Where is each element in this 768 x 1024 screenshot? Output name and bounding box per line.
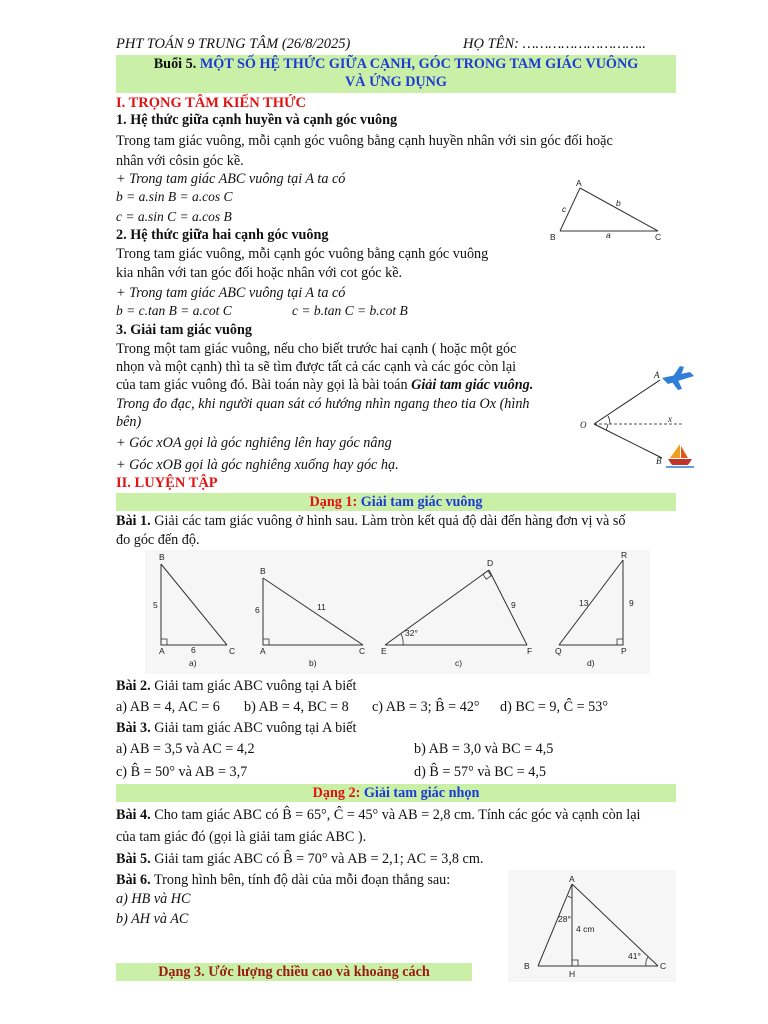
tri-c-E: E xyxy=(381,646,387,656)
bai3-opt-b: b) AB = 3,0 và BC = 4,5 xyxy=(414,741,554,757)
p3c-bold: Giải tam giác vuông. xyxy=(411,377,534,393)
bai6-label: Bài 6. xyxy=(116,872,151,888)
bai3-opt-d: d) B̂ = 57° và BC = 4,5 xyxy=(414,764,547,780)
bai4-line1 xyxy=(116,806,640,824)
tri-d-Q: Q xyxy=(555,646,562,656)
bai6-b: b) AH và AC xyxy=(116,911,189,927)
bai1-text: Giải các tam giác vuông ở hình sau. Làm tròn kết quả độ dài đến hàng đơn vị và số xyxy=(154,513,626,529)
bai5-label: Bài 5. xyxy=(116,851,151,867)
tri-d-hyp: 13 xyxy=(579,598,589,608)
obs-B: B xyxy=(656,456,662,466)
bai2-line xyxy=(116,677,356,695)
p3a: Trong một tam giác vuông, nếu cho biết trước hai cạnh ( hoặc một góc xyxy=(116,341,517,357)
p3b: nhọn và một cạnh) thì ta sẽ tìm được tất cả các cạnh và các góc còn lại xyxy=(116,359,517,375)
p3e: bên) xyxy=(116,414,142,430)
bai2-opt-d: d) BC = 9, Ĉ = 53° xyxy=(500,699,608,715)
h2-heading: 2. Hệ thức giữa hai cạnh góc vuông xyxy=(116,227,329,243)
dang3-title: Dạng 3. Ước lượng chiều cao và khoảng cách xyxy=(158,964,430,980)
fig-abc-A: A xyxy=(576,178,582,188)
tri-b-A: A xyxy=(260,646,266,656)
tri-b-B: B xyxy=(260,566,266,576)
dang1-label: Dạng 1: xyxy=(309,494,358,510)
lesson-title-line2: VÀ ỨNG DỤNG xyxy=(345,74,447,90)
tri-a-cap: a) xyxy=(189,658,197,668)
bai1-line2: đo góc đến độ. xyxy=(116,532,200,548)
tri-d-cap: d) xyxy=(587,658,595,668)
dang2-label: Dạng 2: xyxy=(312,785,361,801)
bai6-H: H xyxy=(569,969,576,979)
p1a: Trong tam giác vuông, mỗi cạnh góc vuông bằng cạnh huyền nhân với sin góc đối hoặc xyxy=(116,133,613,149)
bai5-line xyxy=(116,850,483,868)
lesson-title-line1: MỘT SỐ HỆ THỨC GIỮA CẠNH, GÓC TRONG TAM GIÁC VUÔNG xyxy=(199,56,639,72)
bai4-text: Cho tam giác ABC có B̂ = 65°, Ĉ = 45° và AB = 2,8 cm. Tính các góc và cạnh còn lại xyxy=(154,807,641,823)
dang2-title: Giải tam giác nhọn xyxy=(363,785,480,801)
tri-b-hyp: 11 xyxy=(317,602,326,612)
p3g: + Góc xOB gọi là góc nghiêng xuống hay góc hạ. xyxy=(116,457,399,473)
bai3-opt-c: c) B̂ = 50° và AB = 3,7 xyxy=(116,764,248,780)
tri-a-side: 5 xyxy=(153,600,158,610)
fig-abc-c: c xyxy=(562,204,567,214)
header-right: HỌ TÊN: ……………………….. xyxy=(463,36,646,52)
p3c-text: của tam giác vuông đó. Bài toán này gọi là bài toán xyxy=(116,377,412,393)
bai6-C: C xyxy=(660,961,667,971)
header-left: PHT TOÁN 9 TRUNG TÂM (26/8/2025) xyxy=(116,36,351,52)
tri-b-C: C xyxy=(359,646,366,656)
bai2-label: Bài 2. xyxy=(116,678,151,694)
p3f: + Góc xOA gọi là góc nghiêng lên hay góc nâng xyxy=(116,435,392,451)
bai6-text: Trong hình bên, tính độ dài của mỗi đoạn thẳng sau: xyxy=(153,872,451,888)
bai5-text: Giải tam giác ABC có B̂ = 70° và AB = 2,1; AC = 3,8 cm. xyxy=(154,851,484,867)
bai6-angC: 41° xyxy=(628,951,641,961)
bai2-opt-c: c) AB = 3; B̂ = 42° xyxy=(372,699,480,715)
p1b: nhân với côsin góc kề. xyxy=(116,153,244,169)
bai1-line1 xyxy=(116,512,625,530)
obs-O: O xyxy=(580,420,587,430)
tri-d-R: R xyxy=(621,550,628,560)
tri-a-B: B xyxy=(159,552,165,562)
p3d: Trong đo đạc, khi người quan sát có hướng nhìn ngang theo tia Ox (hình xyxy=(116,396,530,412)
dang3-band xyxy=(116,963,472,981)
bai6-figure xyxy=(508,870,676,982)
section1-heading: I. TRỌNG TÂM KIẾN THỨC xyxy=(116,95,307,111)
bai1-label: Bài 1. xyxy=(116,513,151,529)
tri-d-P: P xyxy=(621,646,627,656)
lesson-number: Buổi 5. xyxy=(153,56,197,72)
bai2-opt-a: a) AB = 4, AC = 6 xyxy=(116,699,220,715)
bai6-A: A xyxy=(569,874,575,884)
tri-c-side: 9 xyxy=(511,600,516,610)
bai1-triangles-figure xyxy=(145,550,650,674)
tri-b-side: 6 xyxy=(255,605,260,615)
tri-b-cap: b) xyxy=(309,658,317,668)
triangle-abc-figure xyxy=(540,176,670,246)
fig-abc-B: B xyxy=(550,232,556,242)
p3c xyxy=(116,376,533,394)
bai6-angA: 28° xyxy=(558,914,571,924)
p2a: Trong tam giác vuông, mỗi cạnh góc vuông bằng cạnh góc vuông xyxy=(116,246,489,262)
bai6-h: 4 cm xyxy=(576,924,595,934)
dang2-band xyxy=(116,784,676,802)
sailboat-icon xyxy=(666,444,694,467)
dang1-band xyxy=(116,493,676,511)
lesson-title-band xyxy=(116,55,676,93)
p2b: kia nhân với tan góc đối hoặc nhân với cot góc kề. xyxy=(116,265,403,281)
bai4-line2: của tam giác đó (gọi là giải tam giác ABC ). xyxy=(116,829,367,845)
tri-c-angle: 32° xyxy=(405,628,418,638)
h1-heading: 1. Hệ thức giữa cạnh huyền và cạnh góc vuông xyxy=(116,112,398,128)
tri-a-C: C xyxy=(229,646,236,656)
bai6-B: B xyxy=(524,961,530,971)
obs-A: A xyxy=(654,370,660,380)
note2: + Trong tam giác ABC vuông tại A ta có xyxy=(116,285,346,301)
dang1-title: Giải tam giác vuông xyxy=(360,494,483,510)
observer-angle-figure xyxy=(572,358,702,473)
bai6-a: a) HB và HC xyxy=(116,891,191,907)
h3-heading: 3. Giải tam giác vuông xyxy=(116,322,252,338)
bai3-label: Bài 3. xyxy=(116,720,151,736)
tri-c-F: F xyxy=(527,646,533,656)
fig-abc-b: b xyxy=(616,198,621,208)
tri-c-cap: c) xyxy=(455,658,463,668)
note1: + Trong tam giác ABC vuông tại A ta có xyxy=(116,171,346,187)
tri-a-base: 6 xyxy=(191,645,196,655)
formula4: c = b.tan C = b.cot B xyxy=(292,303,408,318)
bai2-text: Giải tam giác ABC vuông tại A biết xyxy=(154,678,357,694)
bai4-label: Bài 4. xyxy=(116,807,151,823)
bai2-opt-b: b) AB = 4, BC = 8 xyxy=(244,699,349,715)
tri-d-side: 9 xyxy=(629,598,634,608)
airplane-icon xyxy=(662,366,694,390)
bai3-opt-a: a) AB = 3,5 và AC = 4,2 xyxy=(116,741,255,757)
formula3: b = c.tan B = a.cot C xyxy=(116,303,232,318)
fig-abc-a: a xyxy=(606,230,611,240)
fig-abc-C: C xyxy=(655,232,662,242)
obs-x: x xyxy=(668,414,672,424)
section2-heading: II. LUYỆN TẬP xyxy=(116,475,218,491)
formula1: b = a.sin B = a.cos C xyxy=(116,189,233,204)
formula2: c = a.sin C = a.cos B xyxy=(116,209,232,224)
tri-a-A: A xyxy=(159,646,165,656)
bai3-line xyxy=(116,719,356,737)
bai6-line xyxy=(116,871,450,889)
bai3-text: Giải tam giác ABC vuông tại A biết xyxy=(154,720,357,736)
tri-c-D: D xyxy=(487,558,494,568)
